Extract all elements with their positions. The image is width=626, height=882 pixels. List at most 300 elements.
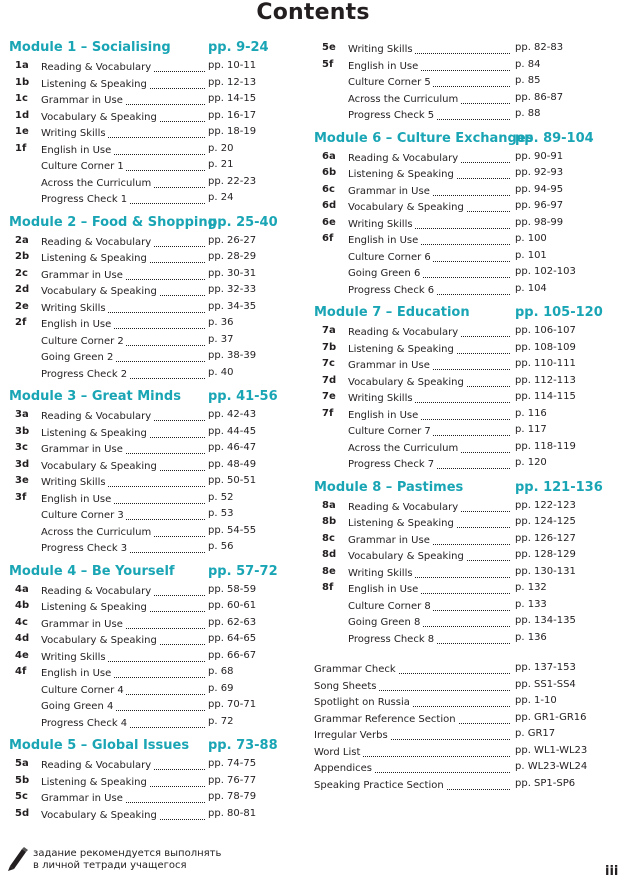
entry-title-leader [348, 153, 510, 165]
entry-pages: pp. 42-43 [208, 409, 257, 420]
entry-title: Going Green 6 [348, 268, 421, 279]
toc-entry [314, 57, 584, 74]
toc-entry [9, 664, 261, 681]
toc-entry [9, 506, 261, 523]
entry-title-leader [41, 128, 205, 140]
entry-title-leader [314, 681, 510, 693]
entry-title: Progress Check 2 [41, 368, 128, 380]
entry-title-leader [41, 145, 205, 157]
entry-pages: p. 136 [515, 631, 547, 643]
toc-entry [314, 248, 584, 265]
toc-entry [314, 514, 584, 531]
entry-title-leader [41, 619, 205, 631]
entry-title: Spotlight on Russia [314, 697, 410, 708]
entry-pages: pp. 74-75 [208, 758, 257, 769]
entry-code: 7f [322, 407, 334, 419]
toc-entry [314, 743, 588, 760]
toc-entry [9, 332, 261, 349]
toc-entry [9, 457, 261, 474]
entry-title-leader [348, 268, 510, 280]
entry-title-leader [348, 61, 510, 73]
entry-code: 6d [322, 200, 337, 211]
entry-title-leader [348, 186, 510, 198]
entry-pages: pp. 1-10 [515, 695, 557, 706]
entry-code: 6e [322, 216, 336, 228]
entry-title: English in Use [41, 319, 112, 330]
entry-title-leader [348, 344, 510, 356]
module-pages: pp. 41-56 [208, 389, 278, 404]
toc-entry [314, 677, 584, 694]
entry-pages: pp. 60-61 [208, 600, 257, 611]
module-heading [9, 389, 278, 405]
toc-entry [9, 299, 261, 316]
entry-code: 3b [15, 425, 30, 437]
entry-pages: pp. 16-17 [208, 109, 257, 121]
entry-code: 8d [322, 549, 337, 560]
entry-pages: p. 100 [515, 233, 547, 244]
toc-entry [9, 157, 261, 174]
entry-pages: pp. 80-81 [208, 807, 257, 819]
entry-code: 4f [15, 666, 27, 677]
toc-entry [9, 490, 261, 507]
entry-title-leader [41, 668, 205, 680]
entry-code: 5a [15, 758, 29, 769]
entry-title-leader [314, 780, 510, 792]
entry-pages: p. 85 [515, 75, 541, 86]
entry-pages: pp. 48-49 [208, 458, 257, 470]
entry-title: Writing Skills [41, 477, 106, 488]
entry-code: 4a [15, 583, 29, 595]
entry-title: Culture Corner 7 [348, 426, 431, 437]
entry-title: Grammar in Use [41, 269, 123, 281]
module-pages: pp. 57-72 [208, 563, 278, 579]
entry-pages: p. 20 [208, 142, 234, 154]
entry-pages: p. 69 [208, 682, 234, 694]
toc-entry [9, 124, 261, 141]
entry-title: Going Green 2 [41, 352, 114, 363]
entry-code: 5e [322, 42, 336, 53]
entry-title-leader [314, 697, 510, 709]
toc-entry [9, 365, 261, 382]
toc-entry [9, 773, 261, 790]
entry-pages: pp. 58-59 [208, 583, 257, 595]
entry-pages: pp. 112-113 [515, 374, 576, 386]
entry-title-leader [41, 635, 205, 647]
entry-title: Vocabulary & Speaking [41, 111, 157, 123]
toc-entry [9, 91, 261, 108]
entry-title: Vocabulary & Speaking [41, 809, 157, 821]
contents-right-column [314, 40, 603, 792]
entry-title-leader [348, 377, 510, 389]
entry-title: Song Sheets [314, 680, 377, 692]
entry-title: Word List [314, 746, 361, 758]
entry-title: Grammar Check [314, 664, 396, 675]
entry-pages: pp. 92-93 [515, 167, 564, 178]
entry-pages: pp. 98-99 [515, 216, 564, 228]
toc-entry [314, 356, 584, 373]
entry-title-leader [41, 527, 205, 539]
entry-pages: p. 40 [208, 366, 234, 378]
entry-title-leader [41, 178, 205, 190]
entry-pages: pp. 44-45 [208, 425, 257, 437]
entry-pages: pp. 110-111 [515, 358, 576, 369]
entry-title: Listening & Speaking [41, 78, 147, 90]
toc-entry [314, 165, 584, 182]
entry-title: Writing Skills [348, 218, 413, 230]
entry-title: Progress Check 3 [41, 543, 128, 554]
entry-title: Writing Skills [348, 567, 413, 579]
module-heading [9, 214, 278, 231]
toc-entry [9, 697, 261, 714]
entry-pages: p. 53 [208, 508, 234, 519]
toc-entry [9, 714, 261, 731]
toc-entry [314, 182, 584, 199]
entry-title: Writing Skills [41, 651, 106, 663]
module-heading [314, 305, 603, 321]
entry-title: Grammar in Use [348, 185, 430, 197]
entry-pages: pp. 50-51 [208, 475, 257, 486]
entry-code: 1f [15, 142, 27, 154]
entry-code: 1a [15, 60, 29, 71]
section-gap [314, 646, 584, 660]
entry-title: English in Use [41, 144, 112, 156]
entry-pages: pp. GR1-GR16 [515, 711, 587, 723]
entry-code: 1d [15, 109, 30, 121]
entry-pages: pp. 114-115 [515, 391, 576, 402]
entry-code: 7b [322, 341, 337, 353]
toc-entry [9, 615, 261, 632]
entry-title: Across the Curriculum [41, 177, 152, 189]
toc-entry [314, 726, 584, 743]
entry-title: Reading & Vocabulary [41, 62, 152, 73]
entry-title-leader [41, 685, 205, 697]
entry-title-leader [41, 112, 205, 124]
entry-code: 6f [322, 233, 334, 244]
entry-pages: pp. 108-109 [515, 341, 576, 353]
entry-title-leader [41, 319, 205, 331]
toc-entry [9, 681, 261, 698]
toc-entry [314, 710, 587, 727]
entry-code: 4d [15, 633, 30, 644]
entry-code: 7d [322, 374, 337, 386]
entry-code: 3f [15, 491, 27, 503]
toc-entry [9, 141, 261, 158]
entry-title-leader [348, 584, 510, 596]
entry-pages: p. WL23-WL24 [515, 761, 588, 772]
entry-title-leader [41, 303, 205, 315]
entry-title-leader [348, 518, 510, 530]
entry-title-leader [41, 286, 205, 298]
entry-title: Progress Check 7 [348, 459, 435, 470]
entry-title-leader [314, 747, 510, 759]
toc-entry [9, 348, 261, 365]
entry-title: Writing Skills [348, 44, 413, 55]
entry-title-leader [41, 461, 205, 473]
entry-pages: pp. 30-31 [208, 267, 257, 279]
entry-title: Listening & Speaking [41, 253, 147, 264]
entry-pages: pp. 134-135 [515, 615, 576, 626]
entry-pages: pp. WL1-WL23 [515, 744, 588, 756]
toc-entry [314, 149, 584, 166]
entry-title: Culture Corner 5 [348, 77, 431, 88]
entry-title-leader [314, 763, 510, 775]
entry-title: English in Use [348, 60, 419, 72]
toc-entry [314, 406, 584, 423]
entry-pages: pp. 18-19 [208, 126, 257, 137]
entry-pages: pp. 137-153 [515, 662, 576, 673]
entry-pages: p. GR17 [515, 728, 556, 739]
entry-title: Culture Corner 8 [348, 600, 431, 612]
entry-title: Writing Skills [348, 393, 413, 404]
toc-entry [314, 40, 584, 57]
module-pages: pp. 105-120 [515, 305, 603, 320]
module-title: Module 8 – Pastimes [314, 479, 464, 495]
entry-pages: p. 120 [515, 457, 547, 468]
footer-note [33, 848, 221, 872]
module-title: Module 2 – Food & Shopping [9, 214, 217, 230]
entry-title: Writing Skills [41, 302, 106, 314]
entry-pages: pp. 122-123 [515, 499, 576, 511]
entry-title: Reading & Vocabulary [348, 327, 459, 338]
entry-title: Grammar Reference Section [314, 713, 456, 725]
entry-title-leader [41, 793, 205, 805]
entry-title: Progress Check 8 [348, 633, 435, 645]
toc-entry [9, 440, 261, 457]
entry-title-leader [348, 551, 510, 563]
entry-pages: pp. 126-127 [515, 532, 576, 544]
entry-title-leader [348, 252, 510, 264]
entry-title: Vocabulary & Speaking [41, 460, 157, 472]
entry-pages: p. 24 [208, 192, 234, 203]
entry-title: Reading & Vocabulary [41, 411, 152, 422]
entry-title-leader [41, 270, 205, 282]
entry-title: Listening & Speaking [41, 602, 147, 613]
entry-code: 8f [322, 582, 334, 593]
entry-code: 8b [322, 516, 337, 527]
module-title: Module 5 – Global Issues [9, 738, 190, 753]
entry-pages: pp. 118-119 [515, 440, 576, 452]
entry-pages: pp. 10-11 [208, 60, 257, 71]
entry-pages: pp. 106-107 [515, 325, 576, 336]
entry-title: Writing Skills [41, 128, 106, 139]
module-title: Module 3 – Great Minds [9, 389, 181, 404]
entry-pages: p. 52 [208, 491, 234, 503]
entry-title: Reading & Vocabulary [41, 236, 152, 248]
entry-pages: pp. 78-79 [208, 791, 257, 802]
entry-title-leader [41, 652, 205, 664]
toc-entry [9, 249, 261, 266]
entry-pages: p. 56 [208, 541, 234, 552]
entry-title-leader [348, 393, 510, 405]
entry-title: Vocabulary & Speaking [41, 286, 157, 297]
entry-code: 3c [15, 442, 28, 453]
entry-title: Listening & Speaking [41, 776, 147, 788]
toc-entry [314, 106, 584, 123]
entry-title-leader [348, 410, 510, 422]
entry-pages: pp. 82-83 [515, 42, 564, 53]
toc-entry [9, 648, 261, 665]
toc-entry [314, 439, 584, 456]
entry-title-leader [41, 161, 205, 173]
entry-title-leader [348, 634, 510, 646]
module-pages: pp. 73-88 [208, 738, 278, 753]
entry-title-leader [314, 730, 510, 742]
entry-title: Vocabulary & Speaking [348, 551, 464, 562]
entry-title-leader [41, 760, 205, 772]
entry-title: Going Green 4 [41, 701, 114, 712]
entry-title-leader [348, 568, 510, 580]
entry-title: Grammar in Use [41, 793, 123, 804]
entry-title: Across the Curriculum [41, 526, 152, 538]
entry-title-leader [348, 169, 510, 181]
entry-pages: p. 116 [515, 407, 547, 419]
toc-entry [314, 422, 584, 439]
entry-title-leader [41, 194, 205, 206]
entry-title: Grammar in Use [41, 618, 123, 630]
entry-pages: pp. 94-95 [515, 183, 564, 195]
entry-code: 1c [15, 93, 28, 104]
entry-code: 1e [15, 126, 29, 137]
entry-title-leader [41, 494, 205, 506]
entry-title-leader [348, 502, 510, 514]
entry-code: 3e [15, 475, 29, 486]
entry-code: 8c [322, 532, 335, 544]
entry-title: Culture Corner 6 [348, 251, 431, 263]
entry-code: 8e [322, 565, 336, 577]
entry-code: 8a [322, 499, 336, 511]
entry-title-leader [348, 443, 510, 455]
toc-entry [314, 547, 584, 564]
toc-entry [314, 597, 584, 614]
entry-title-leader [314, 714, 510, 726]
toc-entry [314, 231, 584, 248]
entry-pages: pp. 34-35 [208, 300, 257, 312]
entry-pages: pp. 96-97 [515, 200, 564, 211]
toc-entry [314, 498, 584, 515]
entry-title: Appendices [314, 763, 373, 774]
page-title: Contents [256, 0, 370, 25]
entry-title-leader [348, 219, 510, 231]
entry-pages: p. 72 [208, 715, 234, 727]
entry-title-leader [41, 477, 205, 489]
entry-title-leader [41, 777, 205, 789]
entry-code: 5f [322, 58, 334, 70]
toc-entry [9, 233, 261, 250]
toc-entry [314, 580, 584, 597]
entry-title: Progress Check 4 [41, 717, 128, 729]
entry-title: Vocabulary & Speaking [348, 376, 464, 388]
entry-title: Culture Corner 2 [41, 335, 124, 347]
entry-title: Culture Corner 1 [41, 161, 124, 172]
entry-code: 7a [322, 325, 336, 336]
entry-title: English in Use [348, 235, 419, 246]
entry-title-leader [41, 718, 205, 730]
footer-line-1: задание рекомендуется выполнять [33, 848, 222, 859]
entry-title: Going Green 8 [348, 617, 421, 628]
module-heading [314, 479, 603, 496]
entry-title: Irregular Verbs [314, 730, 388, 741]
toc-entry [314, 90, 584, 107]
toc-entry [314, 613, 584, 630]
entry-title-leader [348, 360, 510, 372]
entry-pages: p. 117 [515, 424, 547, 435]
entry-pages: pp. 32-33 [208, 284, 257, 295]
entry-title-leader [41, 352, 205, 364]
entry-pages: pp. 128-129 [515, 549, 576, 560]
module-title: Module 4 – Be Yourself [9, 563, 175, 579]
entry-title-leader [41, 586, 205, 598]
entry-pages: p. 21 [208, 159, 234, 170]
entry-pages: p. 84 [515, 58, 541, 70]
entry-title: Reading & Vocabulary [348, 152, 459, 164]
entry-title-leader [348, 94, 510, 106]
toc-entry [314, 564, 584, 581]
entry-title: Culture Corner 3 [41, 510, 124, 521]
entry-title-leader [348, 235, 510, 247]
toc-entry [314, 264, 584, 281]
toc-entry [314, 323, 584, 340]
entry-title: Speaking Practice Section [314, 779, 444, 791]
entry-pages: p. 68 [208, 666, 234, 677]
entry-title-leader [41, 602, 205, 614]
entry-pages: pp. 46-47 [208, 442, 257, 453]
toc-entry [314, 630, 584, 647]
contents-left-column [9, 40, 278, 822]
toc-entry [9, 631, 261, 648]
entry-title: Listening & Speaking [348, 518, 454, 529]
entry-code: 7e [322, 391, 336, 402]
entry-code: 5b [15, 774, 30, 786]
entry-title-leader [41, 810, 205, 822]
toc-entry [9, 523, 261, 540]
module-heading [9, 563, 278, 580]
entry-pages: p. 88 [515, 108, 541, 119]
entry-code: 2f [15, 317, 27, 328]
entry-code: 2d [15, 284, 30, 295]
entry-code: 1b [15, 76, 30, 88]
entry-title-leader [348, 77, 510, 89]
entry-pages: pp. 76-77 [208, 774, 257, 786]
entry-title-leader [41, 369, 205, 381]
entry-title: Reading & Vocabulary [41, 760, 152, 771]
entry-pages: p. 133 [515, 598, 547, 610]
toc-entry [9, 473, 261, 490]
entry-pages: pp. 64-65 [208, 633, 257, 644]
entry-pages: pp. 124-125 [515, 516, 576, 527]
toc-entry [314, 660, 584, 677]
entry-title-leader [41, 510, 205, 522]
entry-code: 2b [15, 251, 30, 262]
module-title: Module 7 – Education [314, 305, 470, 320]
toc-entry [9, 58, 261, 75]
entry-title: Across the Curriculum [348, 93, 459, 105]
toc-entry [314, 455, 584, 472]
entry-pages: pp. 130-131 [515, 565, 576, 577]
toc-entry [314, 215, 584, 232]
entry-title: Progress Check 1 [41, 194, 128, 205]
entry-code: 3a [15, 409, 29, 420]
entry-pages: p. 36 [208, 317, 234, 328]
module-pages: pp. 9-24 [208, 40, 269, 55]
module-heading [314, 130, 594, 147]
toc-entry [9, 806, 261, 823]
entry-code: 4e [15, 649, 29, 661]
entry-title: Listening & Speaking [348, 343, 454, 355]
toc-entry [314, 281, 584, 298]
toc-entry [314, 373, 584, 390]
entry-title: English in Use [348, 584, 419, 595]
entry-title: Reading & Vocabulary [348, 501, 459, 513]
